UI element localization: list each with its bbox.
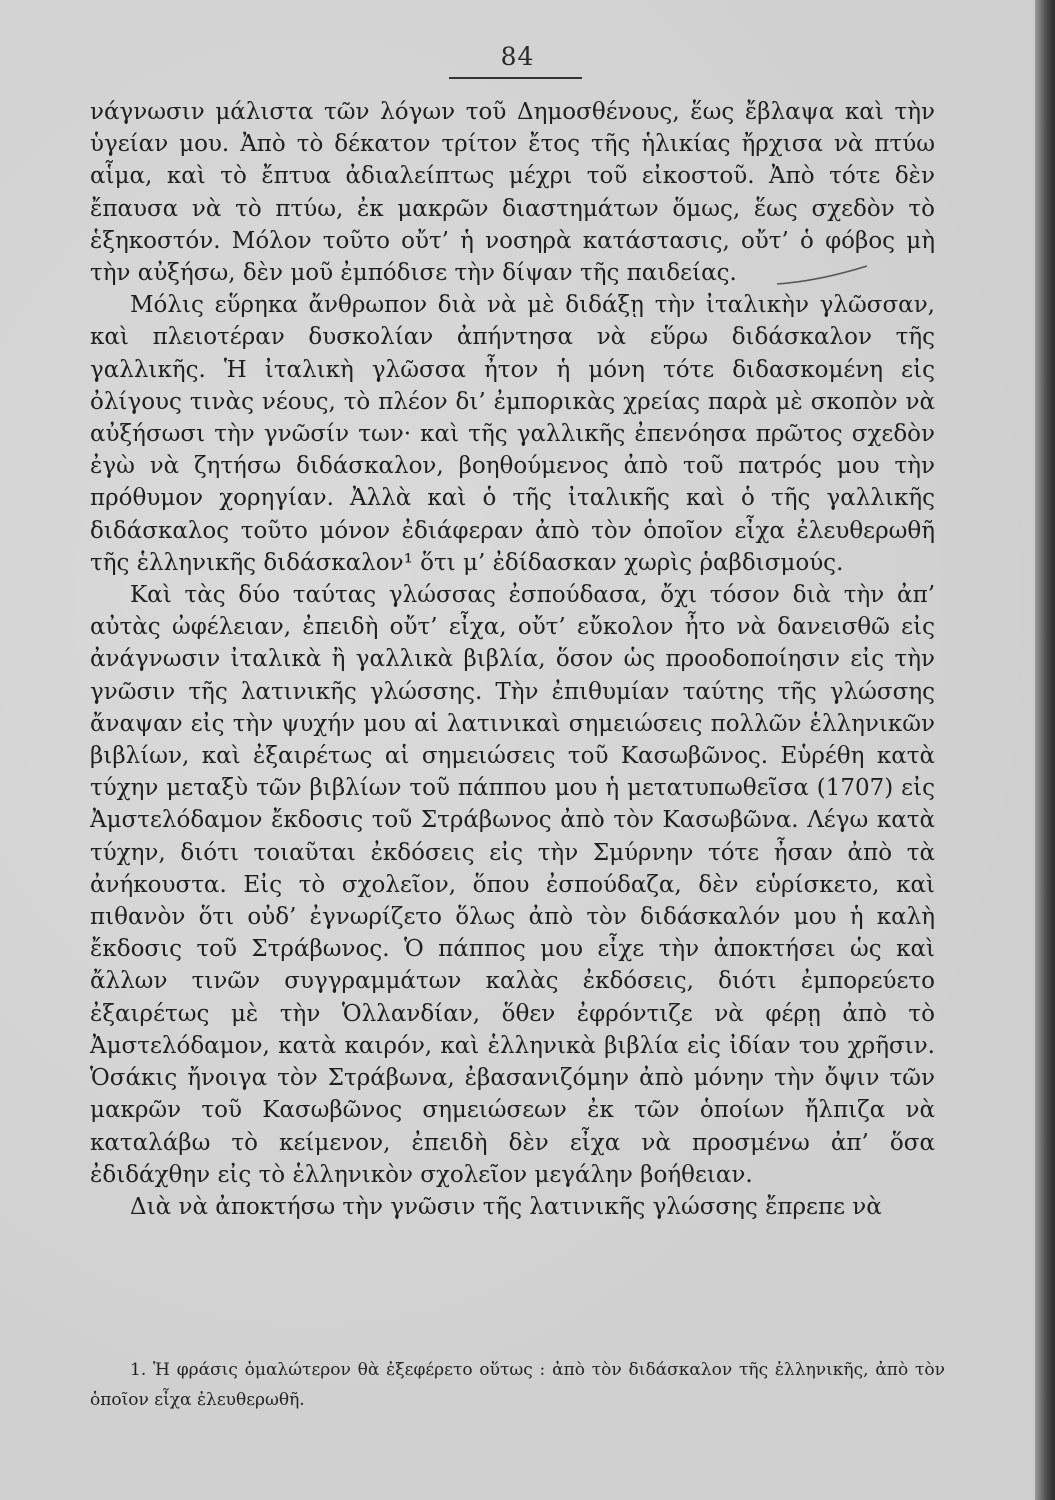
body-text	[90, 96, 935, 1223]
header-rule	[449, 77, 582, 79]
paragraph-3: Καὶ τὰς δύο ταύτας γλώσσας ἐσπούδασα, ὄχι τόσον διὰ τὴν ἀπ’ αὐτὰς ὠφέλειαν, ἐπειδὴ οὔτ’ εἶχα, οὔτ’ εὔκολον ἦτο νὰ δανεισθῶ εἰς ἀνάγνωσιν ἰταλικὰ ἢ γαλλικὰ βιβλία, ὅσον ὡς προοδοποίησιν εἰς τὴν γνῶσιν τῆς λατινικῆς γλώσσης. Τὴν ἐπιθυμίαν ταύτης τῆς γλώσσης ἄναψαν εἰς τὴν ψυχήν μου αἱ λατινικαὶ σημειώσεις πολλῶν ἑλληνικῶν βιβλίων, καὶ ἐξαιρέτως αἱ σημειώσεις τοῦ Κασωβῶνος. Εὑρέθη κατὰ τύχην μεταξὺ τῶν βιβλίων τοῦ πάππου μου ἡ μετατυπωθεῖσα (1707) εἰς Ἀμστελόδαμον ἔκδοσις τοῦ Στράβωνος ἀπὸ τὸν Κασωβῶνα. Λέγω κατὰ τύχην, διότι τοιαῦται ἐκδόσεις εἰς τὴν Σμύρνην τότε ἦσαν ἀπὸ τὰ ἀνήκουστα. Εἰς τὸ σχολεῖον, ὅπου ἐσπούδαζα, δὲν εὑρίσκετο, καὶ πιθανὸν ὅτι οὐδ’ ἐγνωρίζετο ὅλως ἀπὸ τὸν διδάσκαλόν μου ἡ καλὴ ἔκδοσις τοῦ Στράβωνος. Ὁ πάππος μου εἶχε τὴν ἀποκτήσει ὡς καὶ ἄλλων τινῶν συγγραμμάτων καλὰς ἐκδόσεις, διότι ἐμπορεύετο ἐξαιρέτως μὲ τὴν Ὁλλανδίαν, ὅθεν ἐφρόντιζε νὰ φέρῃ ἀπὸ τὸ Ἀμστελόδαμον, κατὰ καιρόν, καὶ ἑλληνικὰ βιβλία εἰς ἰδίαν του χρῆσιν. Ὁσάκις ἤνοιγα τὸν Στράβωνα, ἐβασανιζόμην ἀπὸ μόνην τὴν ὄψιν τῶν μακρῶν τοῦ Κασωβῶνος σημειώσεων ἐκ τῶν ὁποίων ἤλπιζα νὰ καταλάβω τὸ κείμενον, ἐπειδὴ δὲν εἶχα νὰ προσμένω ἀπ’ ὅσα ἐδιδάχθην εἰς τὸ ἑλληνικὸν σχολεῖον μεγάλην βοήθειαν.	[90, 582, 935, 1188]
footnote-text: 1. Ἡ φράσις ὁμαλώτερον θὰ ἐξεφέρετο οὕτως : ἀπὸ τὸν διδάσκαλον τῆς ἑλληνικῆς, ἀπὸ τὸν ὁποῖον εἶχα ἐλευθερωθῆ.	[90, 1360, 945, 1410]
footnote	[90, 1355, 945, 1415]
paragraph-4: Διὰ νὰ ἀποκτήσω τὴν γνῶσιν τῆς λατινικῆς γλώσσης ἔπρεπε νὰ	[130, 1193, 882, 1220]
paragraph-1: νάγνωσιν μάλιστα τῶν λόγων τοῦ Δημοσθένους, ἕως ἔβλαψα καὶ τὴν ὑγείαν μου. Ἀπὸ τὸ δέκατον τρίτον ἔτος τῆς ἡλικίας ἤρχισα νὰ πτύω αἷμα, καὶ τὸ ἔπτυα ἀδιαλείπτως μέχρι τοῦ εἰκοστοῦ. Ἀπὸ τότε δὲν ἔπαυσα νὰ τὸ πτύω, ἐκ μακρῶν διαστημάτων ὅμως, ἕως σχεδὸν τὸ ἑξηκοστόν. Μόλον τοῦτο οὔτ’ ἡ νοσηρὰ κατάστασις, οὔτ’ ὁ φόβος μὴ τὴν αὐξήσω, δὲν μοῦ ἐμπόδισε τὴν δίψαν τῆς παιδείας.	[90, 99, 935, 287]
page-number: 84	[500, 42, 535, 71]
book-spine-shadow	[1035, 0, 1055, 1500]
paragraph-2: Μόλις εὕρηκα ἄνθρωπον διὰ νὰ μὲ διδάξῃ τὴν ἰταλικὴν γλῶσσαν, καὶ πλειοτέραν δυσκολίαν ἀπήντησα νὰ εὕρω διδάσκαλον τῆς γαλλικῆς. Ἡ ἰταλικὴ γλῶσσα ἦτον ἡ μόνη τότε διδασκομένη εἰς ὀλίγους τινὰς νέους, τὸ πλέον δι’ ἐμπορικὰς χρείας παρὰ μὲ σκοπὸν νὰ αὐξήσωσι τὴν γνῶσίν των· καὶ τῆς γαλλικῆς ἐπενόησα πρῶτος σχεδὸν ἐγὼ νὰ ζητήσω διδάσκαλον, βοηθούμενος ἀπὸ τοῦ πατρός μου τὴν πρόθυμον χορηγίαν. Ἀλλὰ καὶ ὁ τῆς ἰταλικῆς καὶ ὁ τῆς γαλλικῆς διδάσκαλος τοῦτο μόνον ἐδιάφεραν ἀπὸ τὸν ὁποῖον εἶχα ἐλευθερωθῆ τῆς ἑλληνικῆς διδάσκαλον¹ ὅτι μ’ ἐδίδασκαν χωρὶς ῥαβδισμούς.	[90, 292, 935, 576]
